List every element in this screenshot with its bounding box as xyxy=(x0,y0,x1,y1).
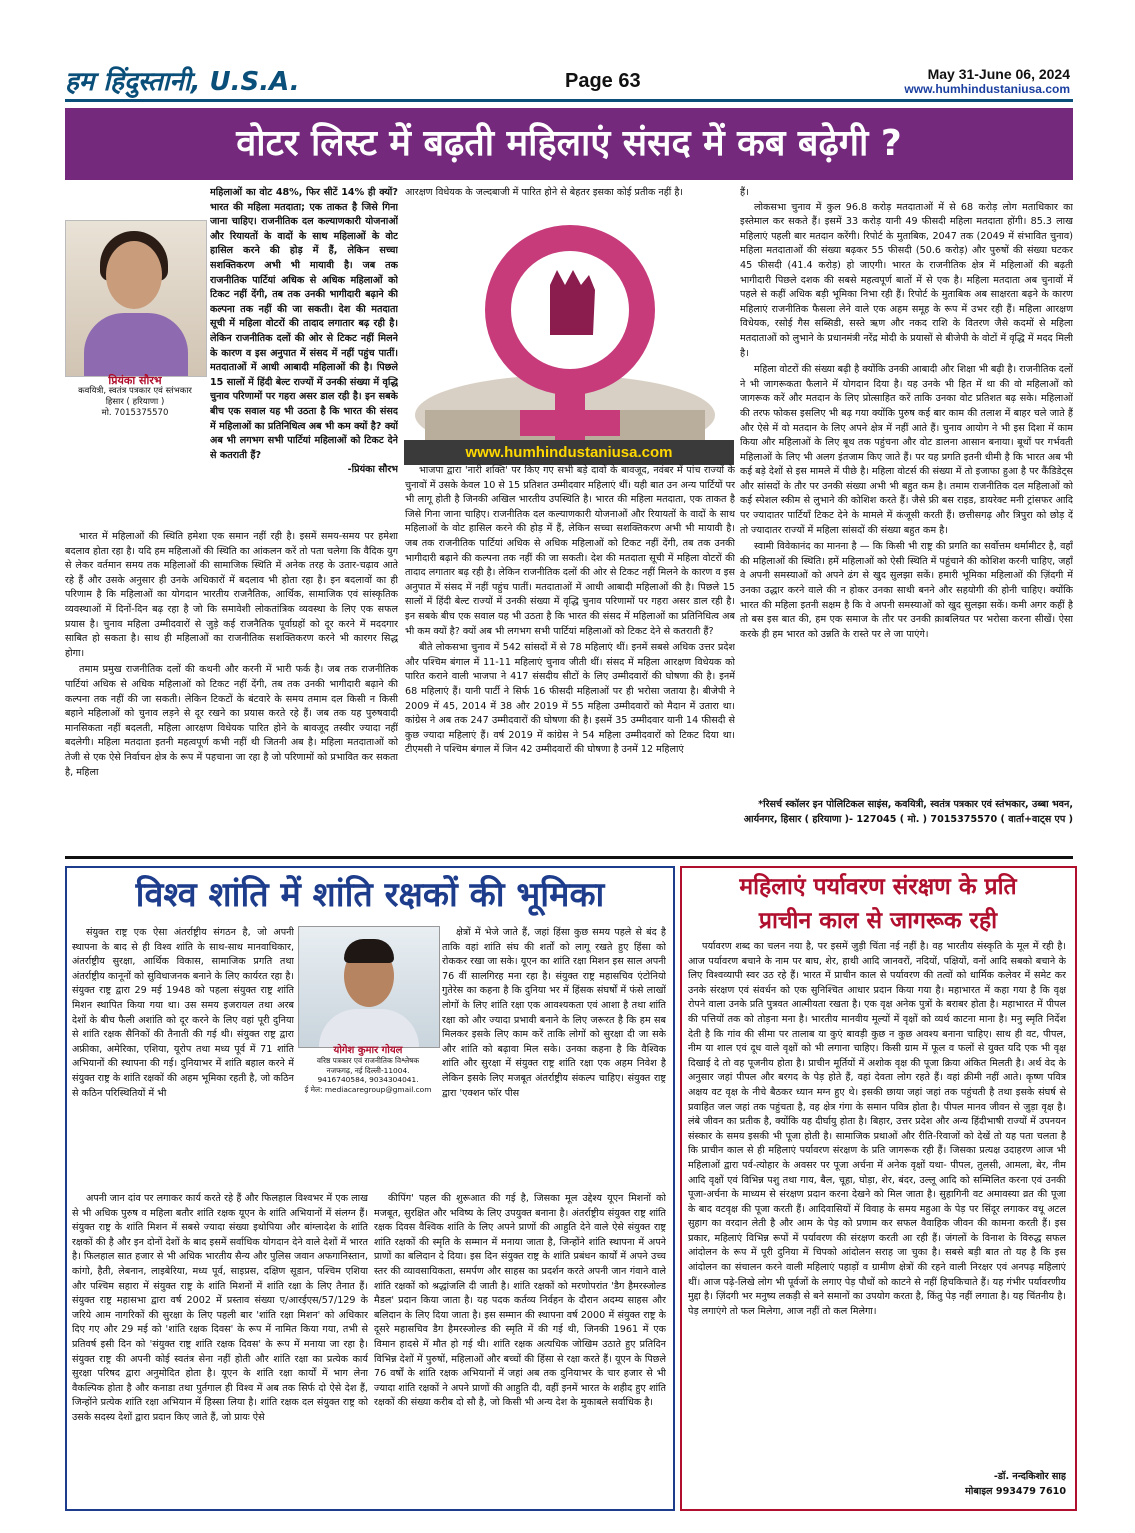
paragraph: भाजपा द्वारा 'नारी शक्ति' पर किए गए सभी बड़े दावों के बावजूद, नवंबर में पांच राज्यों के चुनावों में उसके केवल 10 से 15 प्रतिशत उम्मीदवार महिलाएं थीं। यही बात उन अन्य पार्टियों पर भी लागू होती है जिनकी अखिल भारतीय उपस्थिति है। भारत की महिला मतदाता, एक ताकत है जिसे गिना जाना चाहिए। राजनीतिक दल कल्याणकारी योजनाओं और रियायतों के वादों के साथ महिलाओं के वोट हासिल करने की होड़ में हैं, लेकिन सच्चा सशक्तिकरण अभी भी मायावी है। जब तक राजनीतिक पार्टियां अधिक से अधिक महिलाओं को टिकट नहीं देंगी, तब तक उनकी भागीदारी बढ़ाने की कल्पना तक नहीं की जा सकती। देश की मतदाता सूची में महिला वोटरों की तादाद लगातार बढ़ रही है। लेकिन राजनीतिक दलों की ओर से टिकट नहीं मिलने के कारण व इस अनुपात में संसद में नहीं पहुंच पातीं। मतदाताओं में आधी आबादी महिलाओं की है। पिछले 15 सालों में हिंदी बेल्ट राज्यों में उनकी संख्या में वृद्धि चुनाव परिणामों पर गहरा असर डाल रही है। इन सबके बीच एक सवाल यह भी उठता है कि भारत की संसद में महिलाओं का प्रतिनिधित्व अब भी कम क्यों है? क्यों अब भी लगभग सभी पार्टियां महिलाओं को टिकट देने से कतराती हैं? xyxy=(405,465,735,637)
article1-col2-top: आरक्षण विधेयक के जल्दबाजी में पारित होने से बेहतर इसका कोई प्रतीक नहीं है। xyxy=(405,187,684,198)
article3-headline xyxy=(684,870,1072,938)
article1-col1 xyxy=(65,530,398,853)
paragraph: कीपिंग' पहल की शुरूआत की गई है, जिसका मूल उद्देश्य यूएन मिशनों को मजबूत, सुरक्षित और भविष्य के लिए उपयुक्त बनाना है। अंतर्राष्ट्रीय संयुक्त राष्ट्र शांति रक्षक दिवस वैश्विक शांति के लिए अपने प्राणों की आहुति देने वाले ऐसे संयुक्त राष्ट्र शांति रक्षकों की स्मृति के सम्मान में मनाया जाता है, जिन्होंने शांति स्थापना में अपने प्राणों का बलिदान दे दिया। इस दिन संयुक्त राष्ट्र के शांति प्रबंधन कार्यों में अपने उच्च स्तर की व्यावसायिकता, समर्पण और साहस का प्रदर्शन करते अपनी जान गंवाने वाले शांति रक्षकों को श्रद्धांजलि दी जाती है। शांति रक्षकों को मरणोपरांत 'डैग हैमरस्जोल्ड मैडल' प्रदान किया जाता है। यह पदक कर्तव्य निर्वहन के दौरान अदम्य साहस और बलिदान के लिए दिया जाता है। इस सम्मान की स्थापना वर्ष 2000 में संयुक्त राष्ट्र के दूसरे महासचिव डैग हैमरस्जोल्ड की स्मृति में की गई थी, जिनकी 1961 में एक विमान हादसे में मौत हो गई थी। शांति रक्षक अत्यधिक जोखिम उठाते हुए प्रतिदिन विभिन्न देशों में पुरुषों, महिलाओं और बच्चों की हिंसा से रक्षा करते हैं। यूएन के पिछले 76 वर्षों के शांति रक्षक अभियानों में जहां अब तक दुनियाभर के चार हजार से भी ज्यादा शांति रक्षकों ने अपने प्राणों की आहुति दी, वहीं इनमें भारत के शहीद हुए शांति रक्षकों की संख्या करीब दो सौ है, जो किसी भी अन्य देश के मुकाबले सर्वाधिक है। xyxy=(374,1193,666,1409)
author-name: प्रियंका सौरभ xyxy=(108,374,162,387)
article2-col2 xyxy=(442,926,666,1190)
article1-headline: वोटर लिस्ट में बढ़ती महिलाएं संसद में कब बढ़ेगी ? xyxy=(65,108,1073,180)
headline-line: महिलाएं पर्यावरण संरक्षण के प्रति xyxy=(739,874,1017,900)
article3-signature xyxy=(688,1470,1066,1502)
headline-line: प्राचीन काल से जागरूक रही xyxy=(758,908,998,934)
paragraph: हैं। xyxy=(740,187,749,198)
paragraph: भारत में महिलाओं की स्थिति हमेशा एक समान नहीं रही है। इसमें समय-समय पर हमेशा बदलाव होता रहा है। यदि हम महिलाओं की स्थिति का आंकलन करें तो पता चलेगा कि वैदिक युग से लेकर वर्तमान समय तक महिलाओं की सामाजिक स्थिति में अनेक तरह के उतार-चढ़ाव आते रहे हैं और उसके अनुसार ही उनके अधिकारों में बदलाव भी होता रहा है। इन बदलावों का ही परिणाम है कि महिलाओं का योगदान भारतीय राजनैतिक, आर्थिक, सामाजिक एवं सांस्कृतिक व्यवस्थाओं में दिनों-दिन बढ़ रहा है जो कि समावेशी लोकतांत्रिक व्यवस्था के लिए एक सफल प्रयास है। चुनाव महिला उम्मीदवारों से जुड़े कई राजनैतिक पूर्वाग्रहों को दूर करने में मददगार साबित हो सकता है। साथ ही महिलाओं का राजनीतिक सशक्तिकरण करने भी कारगर सिद्ध होगा। xyxy=(65,531,398,659)
article2-col4 xyxy=(374,1192,666,1502)
paragraph: लोकसभा चुनाव में कुल 96.8 करोड़ मतदाताओं में से 68 करोड़ लोग मताधिकार का इस्तेमाल कर सकते हैं। इसमें 33 करोड़ यानी 49 फीसदी महिला मतदाता होंगी। 85.3 लाख महिलाएं पहली बार मतदान करेंगी। रिपोर्ट के मुताबिक, 2047 तक (2049 में संभावित चुनाव) महिला मतदाताओं की संख्या बढ़कर 55 फीसदी (50.6 करोड़) और पुरुषों की संख्या घटकर 45 फीसदी (41.4 करोड़) हो जाएगी। भारत के राजनीतिक क्षेत्र में महिलाओं की बढ़ती भागीदारी पिछले दशक की सबसे महत्वपूर्ण बातों में से एक है। महिला मतदाता अब चुनावों में पहले से कहीं अधिक बड़ी भूमिका निभा रही हैं। रिपोर्ट के मुताबिक अब साक्षरता बढ़ने के कारण महिलाएं राजनीतिक फैसला लेने वाले एक अहम समूह के रूप में उभर रही हैं। महिला आरक्षण विधेयक, रसोई गैस सब्सिडी, सस्ते ऋण और नकद राशि के वितरण जैसे कदमों से महिला मतदाताओं को लुभाने के प्रधानमंत्री नरेंद्र मोदी के प्रयासों से बीजेपी के वोटों में वृद्धि में मदद मिली है। xyxy=(740,201,1073,359)
article2-col1 xyxy=(72,926,294,1190)
author-email[interactable]: ई मेल: mediacaregroup@gmail.com xyxy=(304,1085,432,1095)
article1-col3 xyxy=(740,186,1073,796)
page-number: Page 63 xyxy=(565,70,641,92)
article1-col2 xyxy=(405,464,735,853)
signature-phone: मोबाइल 993479 7610 xyxy=(965,1485,1066,1497)
paragraph: पर्यावरण शब्द का चलन नया है, पर इसमें जुड़ी चिंता नई नहीं है। वह भारतीय संस्कृति के मूल में रही है। आज पर्यावरण बचाने के नाम पर बाघ, शेर, हाथी आदि जानवरों, नदियों, पक्षियों, वनों आदि सबको बचाने के लिए विश्वव्यापी स्वर उठ रहे हैं। भारत में प्राचीन काल से पर्यावरण की तत्वों को धार्मिक कलेवर में समेट कर उनके संरक्षण एवं संवर्धन को एक सुनिश्चित आधार प्रदान किया गया है। महाभारत में कहा गया है कि वृक्ष रोपने वाला उनके प्रति पुत्रवत आत्मीयता रखता है। एक वृक्ष अनेक पुत्रों के बराबर होता है। महाभारत में पीपल की पत्तियों तक को तोड़ना मना है। भारतीय मानवीय मूल्यों में वृक्षों को व्यर्थ काटना माना है। मनु स्मृति निर्देश देती है कि गांव की सीमा पर तालाब या कुएं बावड़ी कुछ न कुछ अवश्य बनाना चाहिए। साथ ही वट, पीपल, नीम या शाल एवं दूध वाले वृक्षों को भी लगाना चाहिए। किसी ग्राम में फूल व फलों से युक्त यदि एक भी वृक्ष दिखाई दे तो वह पूजनीय होता है। प्राचीन मूर्तियों में अशोक वृक्ष की पूजा क्रिया अंकित मिलती है। अर्थ वेद के अनुसार जहां पीपल और बरगद के पेड़ होते हैं, वहां देवता लोग रहते हैं। वहां क्रीमी नहीं आते। कृष्ण पवित्र अक्षय वट वृक्ष के नीचे बैठकर ध्यान मग्न हुए थे। इसकी छाया जहां जहां तक पहुंचती है तथा इसके संघर्ष से प्रवाहित जल जहां तक पहुंचता है, वह क्षेत्र गंगा के समान पवित्र होता है। पीपल मानव जीवन से जुड़ा वृक्ष है। लंबे जीवन का प्रतीक है, क्योंकि यह दीर्घायु होता है। बिहार, उत्तर प्रदेश और अन्य हिंदीभाषी राज्यों में उपनयन संस्कार के समय इसकी भी पूजा होती है। सामाजिक प्रथाओं और रीति-रिवाजों को देखें तो यह पता चलता है कि प्राचीन काल से ही महिलाएं पर्यावरण संरक्षण के प्रति जागरूक रही हैं। जिसका प्रत्यक्ष उदाहरण आज भी महिलाओं द्वारा पर्व-त्योहार के अवसर पर पूजा अर्चना में अनेक वृक्षों यथा- पीपल, तुलसी, आमला, बेर, नीम आदि वृक्षों एवं विभिन्न पशु तथा गाय, बैल, चूहा, घोड़ा, शेर, बंदर, उल्लू आदि को सम्मिलित करना एवं उनकी पूजा-अर्चना के माध्यम से संरक्षण प्रदान करना देखने को मिल जाता है। सुहागिनी वट अमावस्या व्रत की पूजा के बाद वटवृक्ष की पूजा करती हैं। आदिवासियों में विवाह के समय महुआ के पेड़ पर सिंदूर लगाकर वधू अटल सुहाग का वरदान लेती है और आम के पेड़ को प्रणाम कर सफल वैवाहिक जीवन की कामना करती हैं। इस प्रकार, महिलाएं विभिन्न रूपों में पर्यावरण की संरक्षण करती आ रही हैं। जंगलों के विनाश के विरुद्ध सफल आंदोलन के रूप में पूरी दुनिया में चिपको आंदोलन सराह जा चुका है। सबसे बड़ी बात तो यह है कि इस आंदोलन का संचालन करने वाली महिलाएं पहाड़ों व ग्रामीण क्षेत्रों की रहने वाली निरक्षर एवं अनपढ़ महिलाएं थीं। आज पढ़े-लिखे लोग भी पूर्वजों के लगाए पेड़ पौधों को काटने से नहीं हिचकिचाते हैं। यह गंभीर पर्यावरणीय मुद्दा है। ज़िंदगी भर मनुष्य लकड़ी से बने समानों का उपयोग करता है, किंतु पेड़ नहीं लगाता है। यह चिंतनीय है। पेड़ लगाएंगे तो फल मिलेगा, आज नहीं तो कल मिलेगा। xyxy=(688,941,1066,1317)
paragraph: क्षेत्रों में भेजे जाते हैं, जहां हिंसा कुछ समय पहले से बंद है ताकि वहां शांति संघ की शर्तों को लागू रखते हुए हिंसा को रोककर रखा जा सके। यूएन का शांति रक्षा मिशन इस साल अपनी 76 वीं सालगिरह मना रहा है। संयुक्त राष्ट्र महासचिव एंटोनियो गुतेरेस का कहना है कि दुनिया भर में हिंसक संघर्षों में फंसे लाखों लोगों के लिए शांति रक्षा एक आवश्यकता एवं आशा है तथा शांति रक्षा को और ज्यादा प्रभावी बनाने के लिए जरूरत है कि हम सब मिलकर इसके लिए काम करें ताकि लोगों को सुरक्षा दी जा सके और शांति को बढ़ावा मिल सके। उनका कहना है कि वैश्विक शांति और सुरक्षा में संयुक्त राष्ट्र शांति रक्षा एक अहम निवेश है लेकिन इसके लिए मजबूत अंतर्राष्ट्रीय संकल्प चाहिए। संयुक्त राष्ट्र द्वारा 'एक्शन फॉर पीस xyxy=(442,927,666,1099)
author-place: नजफगढ़, नई दिल्ली-11004. xyxy=(326,1065,410,1075)
masthead-title: हम हिंदुस्तानी, U.S.A. xyxy=(65,67,300,97)
author-role: कवयित्री, स्वतंत्र पत्रकार एवं स्तंभकार xyxy=(78,386,192,396)
paragraph: तमाम प्रमुख राजनीतिक दलों की कथनी और करनी में भारी फर्क है। जब तक राजनीतिक पार्टियां अधिक से अधिक महिलाओं को टिकट नहीं देंगी, तब तक उनकी भागीदारी बढ़ाने की कल्पना तक नहीं की जा सकती। लेकिन टिकटों के बंटवारे के समय तमाम दल किसी न किसी बहाने महिलाओं को चुनाव लड़ने से दूर रखने का प्रयास करते रहे हैं। जब तक यह पुरुषवादी मानसिकता नहीं बदलती, महिला आरक्षण विधेयक पारित होने के बावजूद तस्वीर ज्यादा नहीं बदलेगी। महिला मतदाता इतनी महत्वपूर्ण कभी नहीं थी जितनी अब है। महिला मतदाताओं को तेजी से एक ऐसे निर्वाचन क्षेत्र के रूप में पहचाना जा रहा है जो परिणामों को प्रभावित कर सकता है, महिला xyxy=(65,664,398,778)
issue-date: May 31-June 06, 2024 xyxy=(927,66,1070,82)
paragraph: स्वामी विवेकानंद का मानना है — कि किसी भी राष्ट्र की प्रगति का सर्वोत्तम थर्मामीटर है, वहाँ की महिलाओं की स्थिति। हमें महिलाओं को ऐसी स्थिति में पहुंचाने की कोशिश करनी चाहिए, जहाँ वे अपनी समस्याओं को अपने ढंग से खुद सुलझा सकें। हमारी भूमिका महिलाओं की ज़िंदगी में उनका उद्धार करने वाले की न होकर उनका साथी बनने और सहयोगी की होनी चाहिए। क्योंकि भारत की महिला इतनी सक्षम है कि वे अपनी समस्याओं को खुद सुलझा सकें। कमी अगर कहीं है तो बस इस बात की, हम एक समाज के तौर पर उनकी क़ाबलियत पर भरोसा करना सीखें। ऐसा करके ही हम भारत को उन्नति के रास्ते पर ले जा पाएंगे। xyxy=(740,541,1073,640)
watermark: www.humhindustaniusa.com xyxy=(404,440,734,465)
raised-fist-icon xyxy=(550,270,595,335)
paragraph: बीते लोकसभा चुनाव में 542 सांसदों में से 78 महिलाएं थीं। इनमें सबसे अधिक उत्तर प्रदेश और पश्चिम बंगाल में 11-11 महिलाएं चुनाव जीती थीं। संसद में महिला आरक्षण विधेयक को पारित कराने वाली भाजपा ने 417 संसदीय सीटों के लिए उम्मीदवारों की घोषणा की है। इनमें 68 महिलाएं हैं। यानी पार्टी ने सिर्फ 16 फीसदी महिलाओं पर ही भरोसा जताया है। बीजेपी ने 2009 में 45, 2014 में 38 और 2019 में 55 महिला उम्मीदवारों को मैदान में उतारा था। कांग्रेस ने अब तक 247 उम्मीदवारों की घोषणा की है। इसमें 35 उम्मीदवार यानी 14 फीसदी से कुछ ज्यादा महिलाएं हैं। वर्ष 2019 में कांग्रेस ने 54 महिला उम्मीदवारों को टिकट दिया था। टीएमसी ने पश्चिम बंगाल में जिन 42 उम्मीदवारों की घोषणा है उनमें 12 महिलाएं xyxy=(405,642,735,756)
paragraph: महिला वोटरों की संख्या बढ़ी है क्योंकि उनकी आबादी और शिक्षा भी बढ़ी है। राजनीतिक दलों ने भी जागरूकता फैलाने में योगदान दिया है। यह उनके भी हित में था की वो महिलाओं को जागरूक करें और मतदान के लिए प्रोत्साहित करें ताकि उनका वोट प्रतिशत बढ़ सके। महिलाओं की तरफ फोकस इसलिए भी बढ़ गया क्योंकि पुरुष कई बार काम की तलाश में बाहर चले जाते हैं और ऐसे में वो मतदान के लिए अपने क्षेत्र में नहीं आते हैं। चुनाव आयोग ने भी इस दिशा में काम किया और महिलाओं के लिए बूथ तक पहुंचना और वोट डालना आसान बनाया। बूथों पर गर्भवती महिलाओं के लिए भी अलग इंतजाम किए जाते हैं। पर यह प्रगति इतनी धीमी है कि भारत अब भी कई बड़े देशों से इस मामले में पीछे है। महिला वोटर्स की संख्या में तो इजाफा हुआ है पर कैंडिडेट्स और सांसदों के तौर पर उनकी संख्या अभी भी बहुत कम है। तमाम राजनीतिक दल महिलाओं को कई स्पेशल स्कीम से लुभाने की कोशिश करते हैं। जैसे फ्री बस राइड, डायरेक्ट मनी ट्रांसफर आदि पर ज्यादातर पार्टियाँ टिकट देने के मामले में कंजूसी करती हैं। छत्तीसगढ़ और त्रिपुरा को छोड़ दें तो ज्यादातर राज्यों में महिला सांसदों की संख्या बहुत कम है। xyxy=(740,364,1073,536)
author-name: योगेश कुमार गोयल xyxy=(333,1045,403,1056)
intro-signature: -प्रियंका सौरभ xyxy=(347,464,398,476)
article3-body xyxy=(688,940,1066,1468)
paragraph: अपनी जान दांव पर लगाकर कार्य करते रहे हैं और फिलहाल विश्वभर में एक लाख से भी अधिक पुरुष व महिला बतौर शांति रक्षक यूएन के शांति अभियानों में संलग्न हैं। संयुक्त राष्ट्र के शांति मिशन में सबसे ज्यादा संख्या इथोपिया और बांग्लादेश के शांति रक्षकों की है और इन दोनों देशों के बाद इसमें सर्वाधिक योगदान देने वाले देशों में भारत है। फिलहाल सात हजार से भी अधिक भारतीय सैन्य और पुलिस जवान अफगानिस्तान, कांगो, हैती, लेबनान, लाइबेरिया, मध्य पूर्व, साइप्रस, दक्षिण सूडान, पश्चिम एशिया और पश्चिम सहारा में संयुक्त राष्ट्र के शांति मिशनों में शांति रक्षा के लिए तैनात हैं। संयुक्त राष्ट्र महासभा द्वारा वर्ष 2002 में प्रस्ताव संख्या ए/आरईएस/57/129 के जरिये आम नागरिकों की सुरक्षा के लिए पहली बार 'शांति रक्षा मिशन' को अधिकार दिए गए और 29 मई को 'शांति रक्षक दिवस' के रूप में नामित किया गया, तभी से प्रतिवर्ष इसी दिन को 'संयुक्त राष्ट्र शांति रक्षक दिवस' के रूप में मनाया जा रहा है। संयुक्त राष्ट्र की अपनी कोई स्वतंत्र सेना नहीं होती और शांति रक्षा का प्रत्येक कार्य सुरक्षा परिषद द्वारा अनुमोदित होता है। यूएन के शांति रक्षा कार्यों में भाग लेना वैकल्पिक होता है और कनाडा तथा पुर्तगाल ही विश्व में अब तक सिर्फ दो ऐसे देश हैं, जिन्होंने प्रत्येक शांति रक्षा अभियान में हिस्सा लिया है। शांति रक्षक दल संयुक्त राष्ट्र को उसके सदस्य देशों द्वारा प्रदान किए जाते हैं, जो प्रायः ऐसे xyxy=(72,1193,368,1423)
author-photo-yogesh xyxy=(298,926,440,1048)
article1-footer: *रिसर्च स्कॉलर इन पोलिटिकल साइंस, कवयित्री, स्वतंत्र पत्रकार एवं स्तंभकार, उब्बा भवन, आर्यनगर, हिसार ( हरियाणा )- 127045 ( मो. ) 7015375570 ( वार्ता+वाट्स एप ) xyxy=(743,799,1073,825)
masthead-divider xyxy=(65,99,1073,102)
women-power-logo xyxy=(405,215,735,460)
author-photo-priyanka xyxy=(65,220,207,377)
article1-intro: महिलाओं का वोट 48%, फिर सीटें 14% ही क्यों? भारत की महिला मतदाता; एक ताकत है जिसे गिना जाना चाहिए। राजनीतिक दल कल्याणकारी योजनाओं और रियायतों के वादों के साथ महिलाओं के वोट हासिल करने की होड़ में हैं, लेकिन सच्चा सशक्तिकरण अभी भी मायावी है। जब तक राजनीतिक पार्टियां अधिक से अधिक महिलाओं को टिकट नहीं देंगी, तब तक उनकी भागीदारी बढ़ाने की कल्पना तक नहीं की जा सकती। देश की मतदाता सूची में महिला वोटरों की तादाद लगातार बढ़ रही है। लेकिन राजनीतिक दलों की ओर से टिकट नहीं मिलने के कारण व इस अनुपात में संसद में नहीं पहुंच पातीं। मतदाताओं में आधी आबादी महिलाओं की है। पिछले 15 सालों में हिंदी बेल्ट राज्यों में उनकी संख्या में वृद्धि चुनाव परिणामों पर गहरा असर डाल रही है। इन सबके बीच एक सवाल यह भी उठता है कि भारत की संसद में महिलाओं का प्रतिनिधित्व अब भी कम क्यों है? क्यों अब भी लगभग सभी पार्टियां महिलाओं को टिकट देने से कतराती हैं? -प्रियंका सौरभ xyxy=(210,186,398,502)
website-link[interactable]: www.humhindustaniusa.com xyxy=(904,82,1070,96)
author-place: हिसार ( हरियाणा ) xyxy=(105,397,165,407)
article2-headline: विश्व शांति में शांति रक्षकों की भूमिका xyxy=(135,875,605,915)
section-divider xyxy=(65,856,1073,859)
author-phone: 9416740584, 9034304041. xyxy=(317,1075,419,1085)
masthead-date-block xyxy=(904,66,1070,96)
author-role: वरिष्ठ पत्रकार एवं राजनीतिक विश्लेषक xyxy=(316,1055,420,1065)
signature-name: -डॉ. नन्दकिशोर साह xyxy=(993,1471,1066,1482)
author-phone: मो. 7015375570 xyxy=(101,408,169,418)
article2-col3 xyxy=(72,1192,368,1502)
author-caption-priyanka xyxy=(65,375,205,419)
paragraph: संयुक्त राष्ट्र एक ऐसा अंतर्राष्ट्रीय संगठन है, जो अपनी स्थापना के बाद से ही विश्व शांति के साथ-साथ मानवाधिकार, अंतर्राष्ट्रीय सुरक्षा, आर्थिक विकास, सामाजिक प्रगति तथा अंतर्राष्ट्रीय कानूनों को सुविधाजनक बनाने के लिए कार्यरत रहा है। संयुक्त राष्ट्र द्वारा 29 मई 1948 को पहला संयुक्त राष्ट्र शांति मिशन स्थापित किया गया था। उस समय इजरायल तथा अरब देशों के बीच फैली अशांति को दूर करने के लिए वहां पूरी दुनिया से शांति रक्षक सैनिकों की तैनाती की गई थी। संयुक्त राष्ट्र द्वारा अफ्रीका, अमेरिका, एशिया, यूरोप तथा मध्य पूर्व में 71 शांति अभियानों की स्थापना की गई। दुनियाभर में शांति बहाल करने में संयुक्त राष्ट्र के शांति रक्षकों की अहम भूमिका रहती है, जो कठिन से कठिन परिस्थितियों में भी xyxy=(72,927,294,1099)
author-caption-yogesh xyxy=(298,1046,438,1095)
